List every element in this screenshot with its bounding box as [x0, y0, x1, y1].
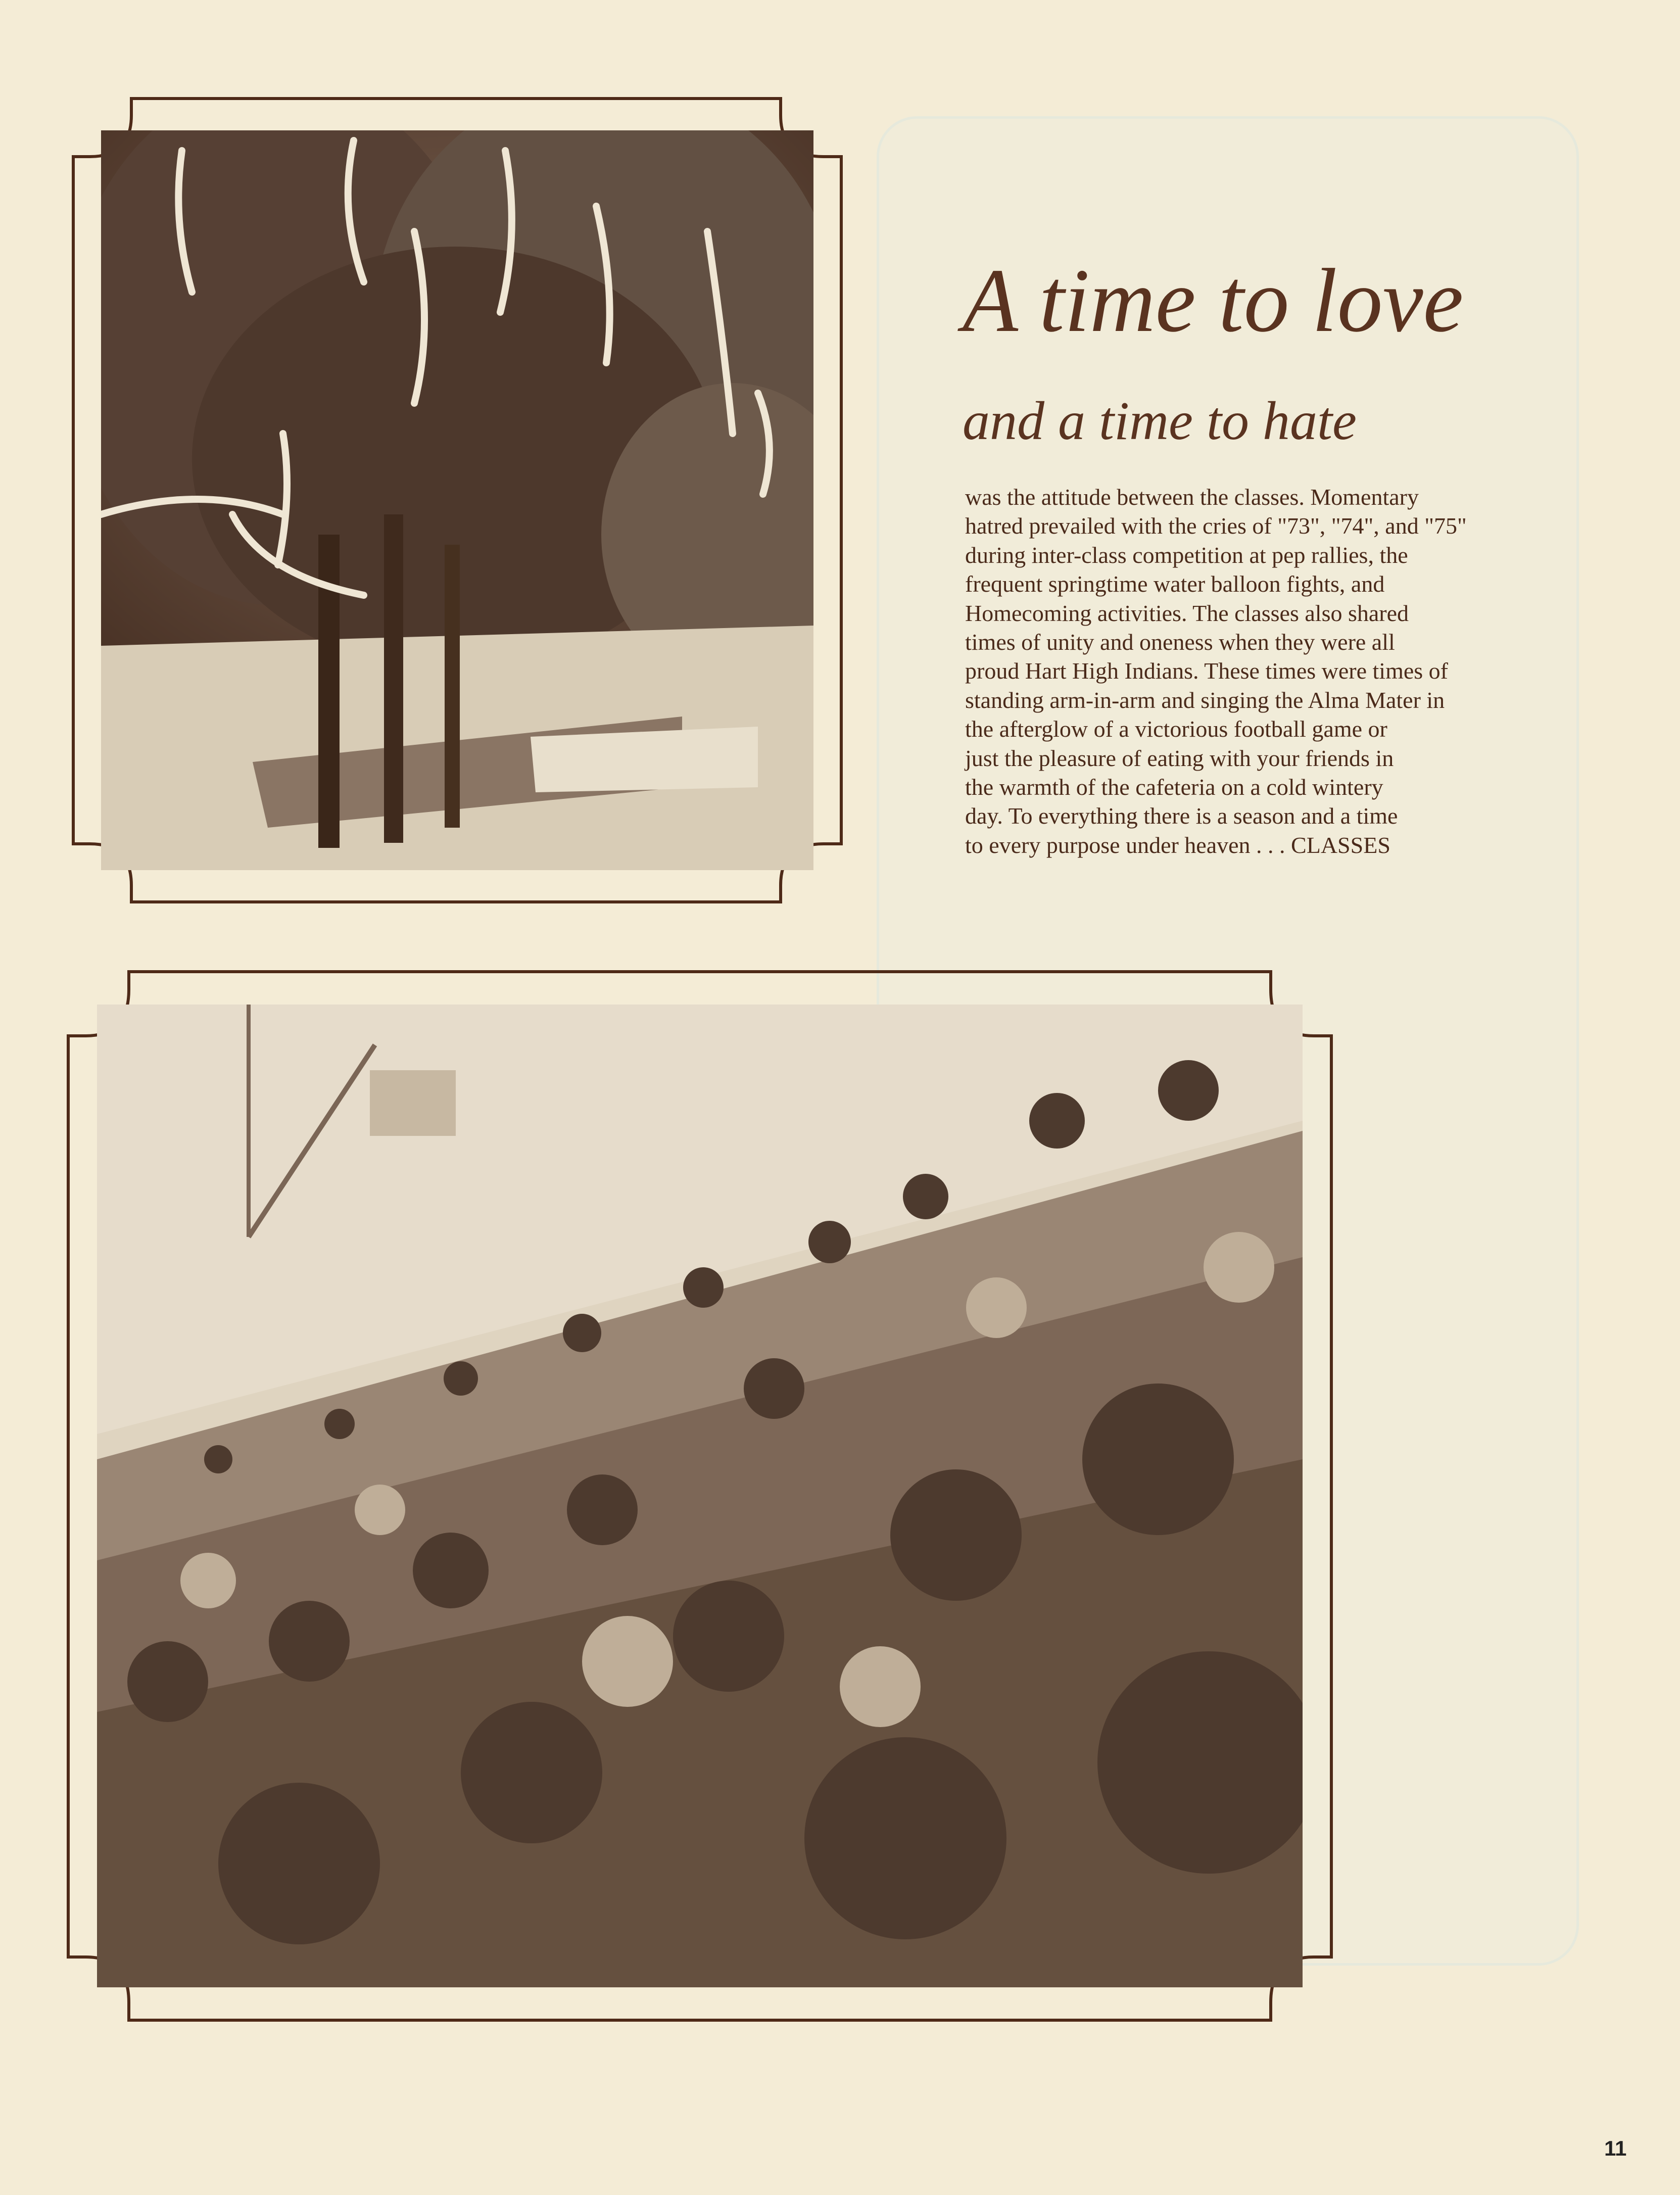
body-line: just the pleasure of eating with your friends in — [965, 745, 1394, 771]
body-line: to every purpose under heaven . . . CLASSES — [965, 832, 1390, 858]
body-paragraph — [965, 483, 1622, 860]
headline-title: A time to love — [963, 250, 1464, 351]
body-line: Homecoming activities. The classes also shared — [965, 600, 1409, 626]
trees-photo — [101, 130, 813, 870]
body-line: the warmth of the cafeteria on a cold wintery — [965, 774, 1383, 800]
crowd-illustration — [97, 1005, 1303, 1987]
body-line: frequent springtime water balloon fights, and — [965, 571, 1385, 597]
bleachers-photo — [97, 1005, 1303, 1987]
headline-subtitle: and a time to hate — [963, 391, 1357, 451]
body-line: during inter-class competition at pep rallies, the — [965, 542, 1408, 568]
trees-illustration — [101, 130, 813, 870]
body-line: day. To everything there is a season and a time — [965, 803, 1398, 829]
body-line: was the attitude between the classes. Momentary — [965, 484, 1419, 510]
body-line: the afterglow of a victorious football game or — [965, 716, 1387, 742]
body-line: hatred prevailed with the cries of "73", "74", and "75" — [965, 513, 1467, 539]
body-line: proud Hart High Indians. These times were times of — [965, 658, 1448, 684]
bottom-photo-frame — [66, 969, 1334, 2023]
body-line: times of unity and oneness when they were all — [965, 629, 1395, 655]
page-number: 11 — [1604, 2136, 1627, 2160]
body-line: standing arm-in-arm and singing the Alma Mater in — [965, 687, 1445, 713]
top-photo-frame — [71, 96, 844, 904]
